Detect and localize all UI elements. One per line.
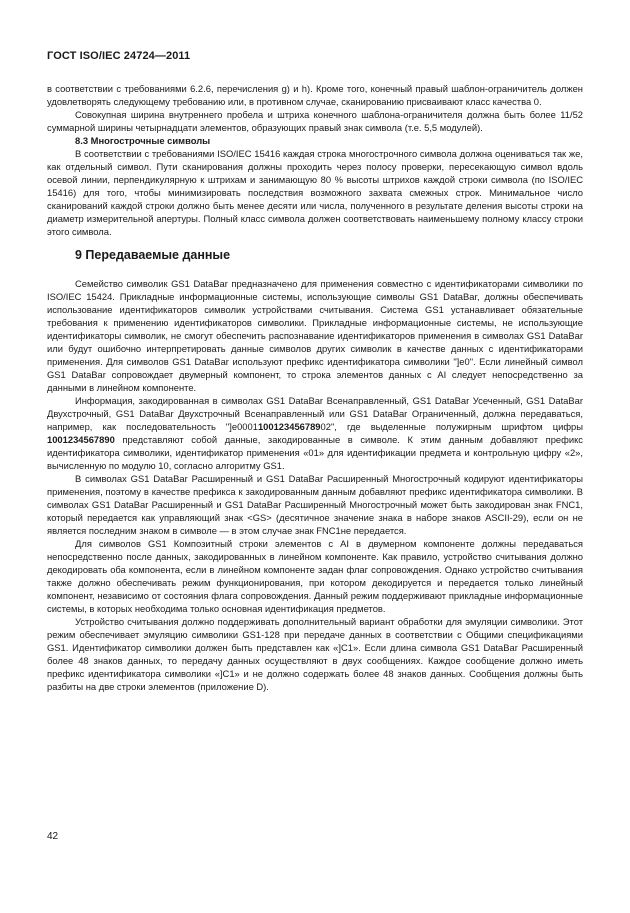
subsection-heading-8-3: 8.3 Многострочные символы (75, 135, 211, 146)
paragraph-multirow: В соответствии с требованиями ISO/IEC 15416 каждая строка многострочного символа должна оцениваться так же, как отдельный символ. Пути сканирования должны проходить через полосу проверки, пересекающую символ вдоль осевой линии, перпендикулярную к штрихам и занимающую 80 % высоты штрихов каждой строки символа (по ISO/IEC 15416) для того, чтобы минимизировать последствия возможного захвата смежных строк. Минимальное число сканирований каждой строки должно быть менее десяти или числа, полученного в результате деления высоты строки на диаметр измерительной апертуры. Полный класс символа должен соответствовать наименьшему полному классу строки этого символа. (47, 148, 583, 237)
text-run: представляют собой данные, закодированные в символе. К этим данным добавляют префикс идентификатора символики, идентификатор применения «01» для идентификации предмета и контрольную цифру «2», вычисленную по модулю 10, согласно алгоритму GS1. (47, 434, 583, 471)
section-heading-9: 9 Передаваемые данные (75, 248, 231, 262)
page-body (47, 82, 583, 693)
text-run: Информация, закодированная в символах GS1 DataBar Всенаправленный, GS1 DataBar Усеченный, GS1 DataBar Двухстрочный, GS1 DataBar Двухстрочный Всенаправленный или GS1 DataBar Ограниченный, должна передаваться, например, как последовательность "]e0001 (47, 395, 583, 432)
text-run: 02", где выделенные полужирным шрифтом цифры (320, 421, 584, 432)
paragraph-total-width: Совокупная ширина внутреннего пробела и штриха конечного шаблона-ограничителя должна быть более 11/52 суммарной ширины четырнадцати элементов, образующих правый знак символа (т.е. 5,5 модулей). (47, 109, 583, 133)
paragraph-expanded: В символах GS1 DataBar Расширенный и GS1 DataBar Расширенный Многострочный кодируют идентификаторы применения, поэтому в качестве префикса к закодированным данным добавляют префикс идентификатора символики. В символах GS1 DataBar Расширенный и GS1 DataBar Расширенный Многострочный может быть закодирован знак FNC1, который передается как управляющий знак <GS> (десятичное значение знака в наборе знаков ASCII-29), если он не является последним знаком в символе — в этом случае знак FNC1не передается. (47, 473, 583, 536)
paragraph-composite: Для символов GS1 Композитный строки элементов с AI в двумерном компоненте должны передаваться непосредственно после данных, закодированных в линейном компоненте. Как правило, устройство считывания должно декодировать оба компонента, если в линейном компоненте задан флаг сопровождения. Однако устройство считывания также должно обеспечивать режим функционирования, при котором декодируется и передается только линейный компонент, независимо от состояния флага сопровождения. Данный режим поддерживают прикладные информационные системы, в которых необходима только основная идентификация предметов. (47, 538, 583, 614)
page-header: ГОСТ ISO/IEC 24724—2011 (47, 50, 191, 62)
page-number: 42 (47, 831, 59, 842)
paragraph-transmission-example (47, 394, 583, 472)
paragraph-family: Семейство символик GS1 DataBar предназначено для применения совместно с идентификаторами символики по ISO/IEC 15424. Прикладные информационные системы, использующие символы GS1 DataBar, должны обеспечивать использование идентификаторов символик устройствами считывания. Система GS1 устанавливает обязательные требования к применению идентификаторов символики. Прикладные информационные системы, не использующие идентификаторы символик, не смогут обеспечить распознавание идентификаторов применения в символах GS1 DataBar или будут ошибочно интерпретировать данные символов других символик в качестве данных с идентификаторами применения. Для символов GS1 DataBar используют префикс идентификатора символики "]e0". Если линейный символ GS1 DataBar сопровождает двумерный компонент, то строка элементов данных с AI следует непосредственно за данными в линейном компоненте. (47, 278, 583, 393)
bold-digits: 1001234567890 (47, 434, 115, 445)
bold-digits: 100123456789 (257, 421, 321, 432)
paragraph-emulation: Устройство считывания должно поддерживать дополнительный вариант обработки для эмуляции символики. Этот режим обеспечивает эмуляцию символики GS1-128 при передаче данных в соответствии с Общими спецификациями GS1. Идентификатор символики должен быть представлен как «]C1». Если длина символа GS1 DataBar Расширенный более 48 знаков данных, то передачу данных осуществляют в двух сообщениях. Каждое сообщение должно иметь префикс идентификатора символики «]C1» и не должно содержать более 48 знаков данных. Сообщения должны быть разбиты на две строки элементов (приложение D). (47, 616, 583, 692)
paragraph-continuation: в соответствии с требованиями 6.2.6, перечисления g) и h). Кроме того, конечный правый шаблон-ограничитель должен удовлетворять следующему требованию или, в противном случае, сканированию присваивают класс качества 0. (47, 83, 583, 107)
